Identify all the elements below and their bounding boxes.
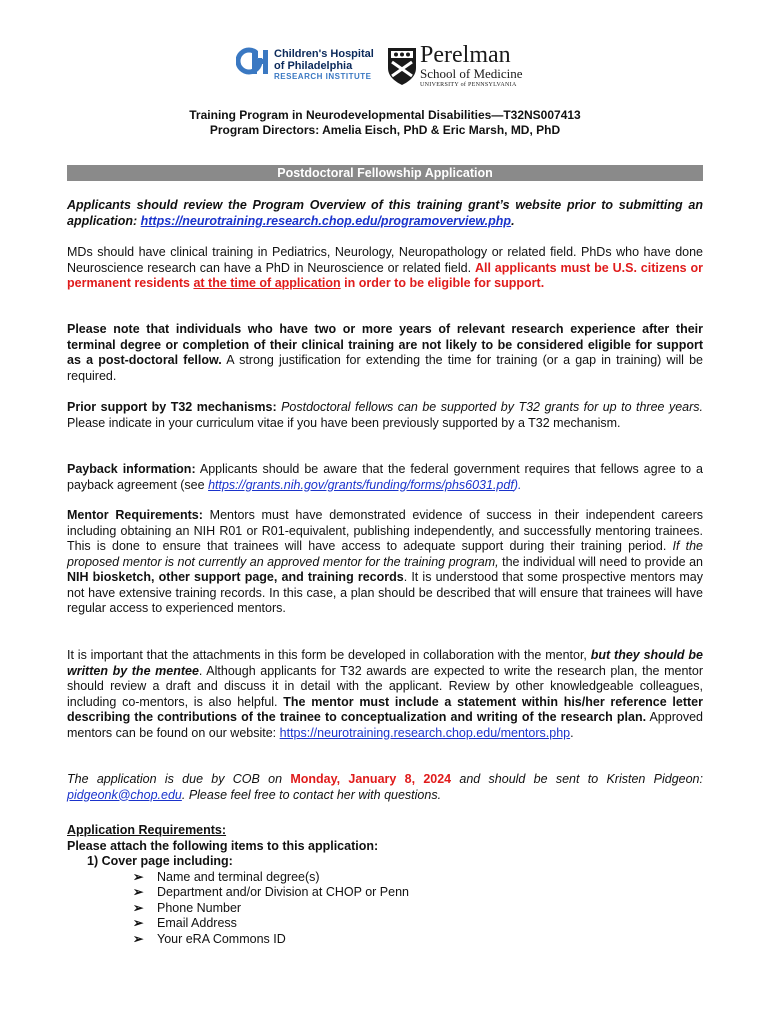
list-item: ➢ Department and/or Division at CHOP or Penn	[133, 885, 409, 899]
program-header	[0, 108, 770, 138]
list-item: ➢ Name and terminal degree(s)	[133, 869, 320, 884]
chop-logo-name: Children's Hospital of Philadelphia	[274, 48, 374, 72]
program-directors: Program Directors: Amelia Eisch, PhD & Eric Marsh, MD, PhD	[209, 123, 561, 137]
section-title-bar: Postdoctoral Fellowship Application	[67, 165, 703, 181]
application-requirements	[67, 823, 703, 947]
chop-logo	[236, 44, 386, 96]
paragraph-due-date: The application is due by COB on Monday, January 8, 2024 and should be sent to Kristen Pidgeon: pidgeonk@chop.edu. Please feel free to contact her with questions.	[67, 772, 703, 802]
requirement-item-cover-page: 1) Cover page including:	[87, 854, 233, 868]
requirements-subheading: Please attach the following items to this application:	[67, 838, 379, 853]
penn-logo	[386, 44, 536, 96]
paragraph-prior-support: Prior support by T32 mechanisms: Postdoctoral fellows can be supported by T32 grants for up to three years. Please indicate in your curriculum vitae if you have been previously supported by a T32 mechanism.	[67, 400, 704, 430]
requirements-heading: Application Requirements:	[67, 823, 227, 837]
cover-page-bullet-list	[67, 870, 703, 948]
contact-email-link[interactable]: pidgeonk@chop.edu	[67, 787, 182, 802]
payback-form-link[interactable]: https://grants.nih.gov/grants/funding/forms/phs6031.pdf	[208, 477, 514, 492]
penn-logo-name: Perelman	[420, 42, 511, 68]
arrow-bullet-icon: ➢	[133, 885, 144, 899]
chop-logo-subtitle: RESEARCH INSTITUTE	[274, 72, 372, 81]
arrow-bullet-icon: ➢	[133, 869, 144, 884]
due-date: Monday, January 8, 2024	[290, 772, 452, 786]
arrow-bullet-icon: ➢	[133, 916, 144, 930]
paragraph-payback: Payback information: Applicants should be aware that the federal government requires that fellows agree to a payback agreement (see https://grants.nih.gov/grants/funding/forms/phs6031.pdf).	[67, 462, 703, 492]
paragraph-eligibility: MDs should have clinical training in Pediatrics, Neurology, Neuropathology or related field. PhDs who have done Neuroscience research can have a PhD in Neuroscience or related field. All applicants must be U.S. citizens or permanent residents at the time of application in order to be eligible for support.	[67, 245, 703, 290]
paragraph-overview: Applicants should review the Program Overview of this training grant’s website prior to submitting an application: https://neurotraining.research.chop.edu/programoverview.php.	[67, 198, 703, 228]
arrow-bullet-icon: ➢	[133, 931, 144, 946]
list-item: ➢ Email Address	[133, 916, 237, 930]
chop-logo-icon	[236, 46, 270, 80]
penn-logo-university: UNIVERSITY of PENNSYLVANIA	[420, 82, 517, 88]
penn-logo-school: School of Medicine	[420, 66, 523, 81]
arrow-bullet-icon: ➢	[133, 900, 144, 915]
paragraph-attachments: It is important that the attachments in this form be developed in collaboration with the mentor, but they should be written by the mentee. Although applicants for T32 awards are expected to write the research plan, the mentor should review a draft and discuss it in detail with the applicant. Review by other knowledgeable colleagues, including co-mentors, is also helpful. The mentor must include a statement within his/her reference letter describing the contributions of the trainee to conceptualization and writing of the research plan. Approved mentors can be found on our website: https://neurotraining.research.chop.edu/mentors.php.	[67, 648, 704, 740]
mentors-link[interactable]: https://neurotraining.research.chop.edu/mentors.php	[279, 725, 571, 740]
program-overview-link[interactable]: https://neurotraining.research.chop.edu/programoverview.php	[140, 213, 512, 228]
list-item: ➢ Phone Number	[133, 900, 242, 915]
program-title: Training Program in Neurodevelopmental Disabilities—T32NS007413	[189, 108, 581, 122]
list-item: ➢ Your eRA Commons ID	[133, 931, 286, 946]
paragraph-mentor-requirements: Mentor Requirements: Mentors must have demonstrated evidence of success in their independent careers including obtaining an NIH R01 or R01-equivalent, publishing independently, and successfully mentoring trainees. This is done to ensure that trainees will have access to adequate support during their training period. If the proposed mentor is not currently an approved mentor for the training program, the individual will need to provide an NIH biosketch, other support page, and training records. It is understood that some prospective mentors may not have extensive training records. In this case, a plan should be described that will ensure that trainees will have regular access to experienced mentors.	[67, 508, 704, 615]
header-logos	[236, 44, 536, 96]
penn-shield-icon	[386, 46, 418, 86]
paragraph-experience-note: Please note that individuals who have two or more years of relevant research experience after their terminal degree or completion of their clinical training are not likely to be considered eligible for support as a post-doctoral fellow. A strong justification for extending the time for training (or a gap in training) will be required.	[67, 322, 703, 383]
